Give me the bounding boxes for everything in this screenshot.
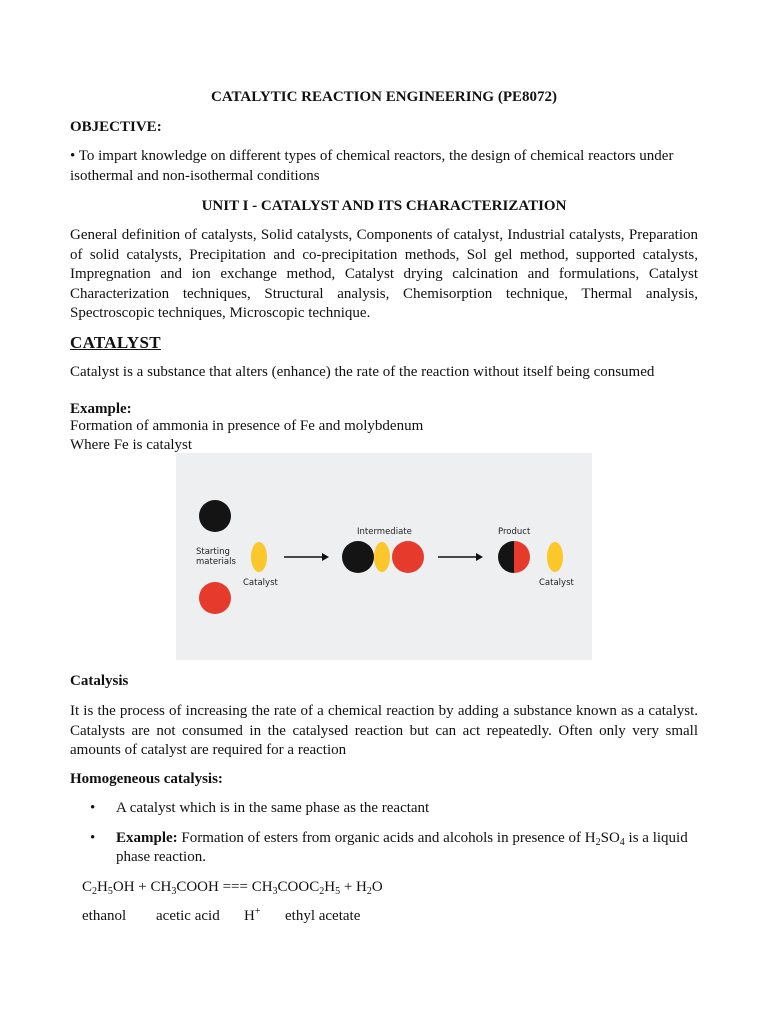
objective-text: To impart knowledge on different types of chemical reactors, the design of chemical reactors under isothermal and non-isothermal conditions	[70, 148, 674, 184]
catalyst-diagram-svg	[176, 453, 592, 660]
catalyst-yellow-ellipse-right	[547, 542, 563, 572]
document-title: CATALYTIC REACTION ENGINEERING (PE8072)	[210, 89, 558, 105]
arrow-icon-1	[284, 553, 329, 561]
example-label: Example:	[116, 829, 178, 846]
catalyst-label-right: Catalyst	[539, 578, 574, 588]
acetic-acid-label: acetic acid	[156, 908, 220, 924]
list-item	[90, 799, 700, 819]
catalysis-heading: Catalysis	[70, 673, 129, 689]
bullet: •	[90, 800, 96, 816]
starting-material-red-circle	[199, 582, 231, 614]
example-line-1: Formation of ammonia in presence of Fe and molybdenum	[70, 418, 424, 434]
intermediate-black-circle	[342, 541, 374, 573]
starting-materials-label-2: materials	[196, 557, 236, 567]
starting-material-black-circle	[199, 500, 231, 532]
bullet: •	[70, 148, 76, 164]
intermediate-label: Intermediate	[357, 527, 412, 537]
catalyst-diagram	[176, 453, 592, 660]
list-item-text: A catalyst which is in the same phase as the reactant	[116, 800, 430, 816]
catalyst-definition: Catalyst is a substance that alters (enhance) the rate of the reaction without itself being consumed	[70, 364, 655, 380]
catalysis-paragraph: It is the process of increasing the rate of a chemical reaction by adding a substance known as a catalyst. Catalysts are not consumed in the catalysed reaction but can act repeatedly. Often only very small amounts of catalyst are required for a reaction	[70, 703, 698, 758]
list-item-text: Formation of esters from organic acids and alcohols in presence of H	[177, 829, 596, 846]
objective-paragraph	[70, 147, 698, 186]
homogeneous-heading: Homogeneous catalysis:	[70, 771, 223, 787]
ethanol-label: ethanol	[82, 908, 127, 924]
objective-heading: OBJECTIVE:	[70, 119, 162, 135]
starting-materials-label-1: Starting	[196, 547, 230, 557]
intermediate-catalyst-ellipse	[374, 542, 390, 572]
product-circle	[498, 541, 530, 573]
arrow-icon-2	[438, 553, 483, 561]
list-item: • Example: Formation of esters from organic acids and alcohols in presence of $H_2SO_4$ is a liquid phase reaction.	[90, 829, 688, 865]
catalyst-yellow-ellipse-left	[251, 542, 267, 572]
reaction-names	[82, 907, 482, 927]
catalyst-heading: CATALYST	[70, 333, 161, 352]
example-label: Example:	[70, 401, 132, 417]
catalyst-label-left: Catalyst	[243, 578, 278, 588]
acid-catalyst-label: H+	[244, 906, 261, 924]
unit-syllabus-text: General definition of catalysts, Solid catalysts, Components of catalyst, Industrial catalysts, Preparation of solid catalysts, Precipitation and co-precipitation methods, Sol gel method, supported catalysts, Impregnation and ion exchange method, Catalyst drying calcination and formulations, Catalyst Characterization techniques, Structural analysis, Chemisorption technique, Thermal analysis, Spectroscopic techniques, Microscopic technique.	[70, 227, 698, 321]
ethyl-acetate-label: ethyl acetate	[285, 908, 361, 924]
intermediate-red-circle	[392, 541, 424, 573]
reaction-equation: $C_2H_5OH$ + $CH_3COOH$ === $CH_3COOC_2H_5 + H_2O$	[82, 879, 383, 897]
unit-heading: UNIT I - CATALYST AND ITS CHARACTERIZATION	[201, 198, 567, 214]
example-line-2: Where Fe is catalyst	[70, 437, 193, 453]
product-label: Product	[498, 527, 531, 537]
homogeneous-list	[90, 799, 700, 868]
bullet: •	[90, 829, 96, 846]
